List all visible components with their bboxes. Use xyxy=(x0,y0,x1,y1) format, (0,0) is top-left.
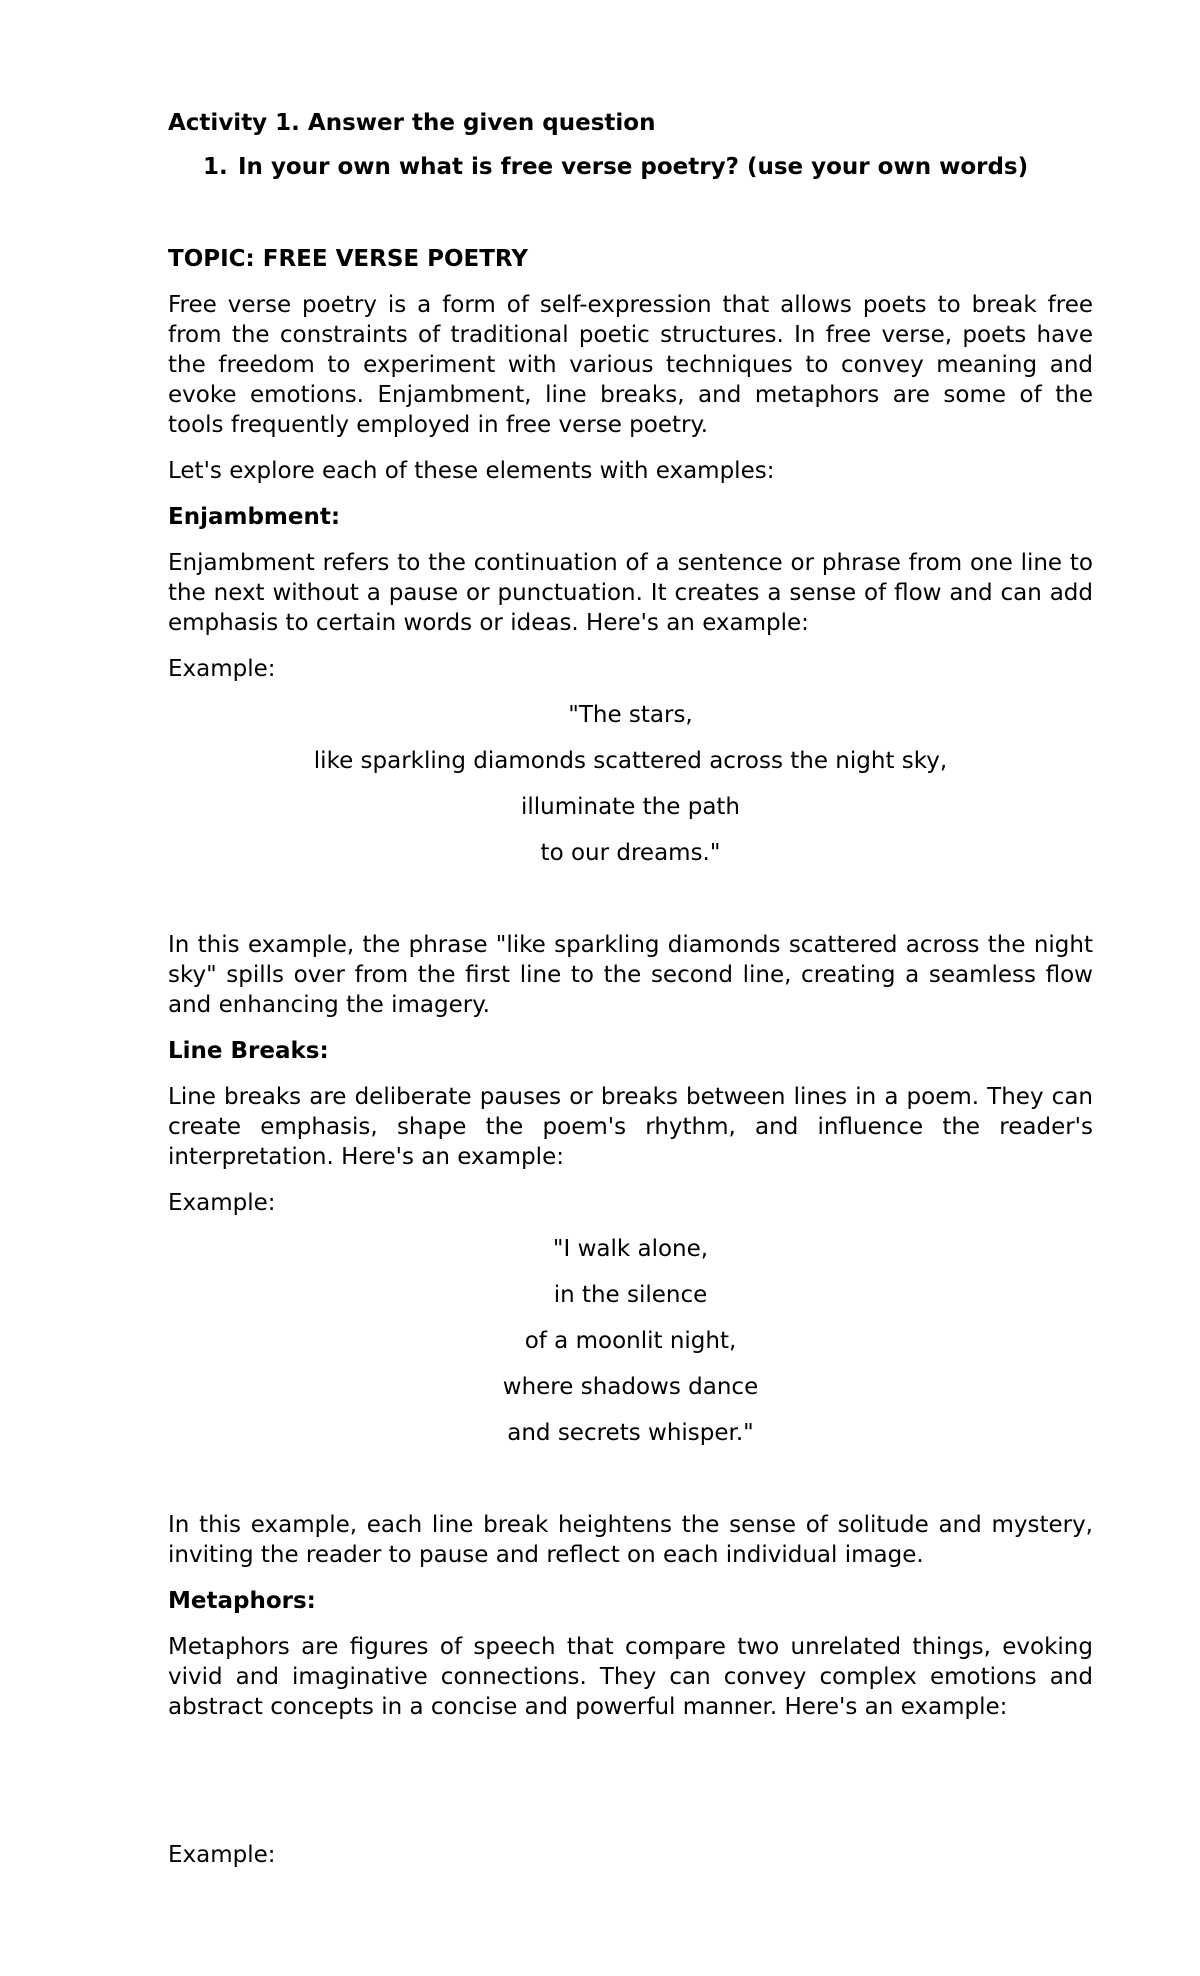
metaphors-description: Metaphors are figures of speech that compare two unrelated things, evoking vivid and imaginative connections. They can convey complex emotions and abstract concepts in a concise and powerful manner. Here's an example: xyxy=(168,1634,1093,1720)
poem-line: to our dreams." xyxy=(540,840,721,866)
poem-line: of a moonlit night, xyxy=(524,1328,737,1354)
question-number: 1. xyxy=(203,154,228,180)
metaphors-example-label: Example: xyxy=(168,1842,276,1868)
enjambment-description: Enjambment refers to the continuation of a sentence or phrase from one line to the next without a pause or punctuation. It creates a sense of flow and can add emphasis to certain words or ideas. Here's an example: xyxy=(168,550,1093,636)
enjambment-example-label: Example: xyxy=(168,656,276,682)
activity-title: Activity 1. Answer the given question xyxy=(168,110,656,136)
document-page xyxy=(168,108,1093,1870)
line-breaks-explanation: In this example, each line break heightens the sense of solitude and mystery, inviting the reader to pause and reflect on each individual image. xyxy=(168,1512,1093,1568)
poem-line: in the silence xyxy=(553,1282,708,1308)
poem-line: where shadows dance xyxy=(502,1374,759,1400)
question-list xyxy=(168,152,1093,182)
enjambment-explanation: In this example, the phrase "like sparkling diamonds scattered across the night sky" spills over from the first line to the second line, creating a seamless flow and enhancing the imagery. xyxy=(168,932,1093,1018)
metaphors-heading: Metaphors: xyxy=(168,1588,316,1614)
poem-line: like sparkling diamonds scattered across the night sky, xyxy=(313,748,948,774)
enjambment-heading: Enjambment: xyxy=(168,504,341,530)
poem-line: "I walk alone, xyxy=(552,1236,709,1262)
poem-line: and secrets whisper." xyxy=(507,1420,754,1446)
enjambment-poem xyxy=(168,700,1093,868)
line-breaks-heading: Line Breaks: xyxy=(168,1038,329,1064)
line-breaks-poem xyxy=(168,1234,1093,1448)
poem-line: "The stars, xyxy=(568,702,693,728)
topic-intro: Free verse poetry is a form of self-expression that allows poets to break free from the constraints of traditional poetic structures. In free verse, poets have the freedom to experiment with various techniques to convey meaning and evoke emotions. Enjambment, line breaks, and metaphors are some of the tools frequently employed in free verse poetry. xyxy=(168,292,1093,438)
explore-text: Let's explore each of these elements with examples: xyxy=(168,458,775,484)
poem-line: illuminate the path xyxy=(520,794,741,820)
question-item xyxy=(168,152,1093,182)
question-text: In your own what is free verse poetry? (use your own words) xyxy=(238,154,1029,180)
topic-title: TOPIC: FREE VERSE POETRY xyxy=(168,246,529,272)
line-breaks-example-label: Example: xyxy=(168,1190,276,1216)
line-breaks-description: Line breaks are deliberate pauses or breaks between lines in a poem. They can create emphasis, shape the poem's rhythm, and influence the reader's interpretation. Here's an example: xyxy=(168,1084,1093,1170)
